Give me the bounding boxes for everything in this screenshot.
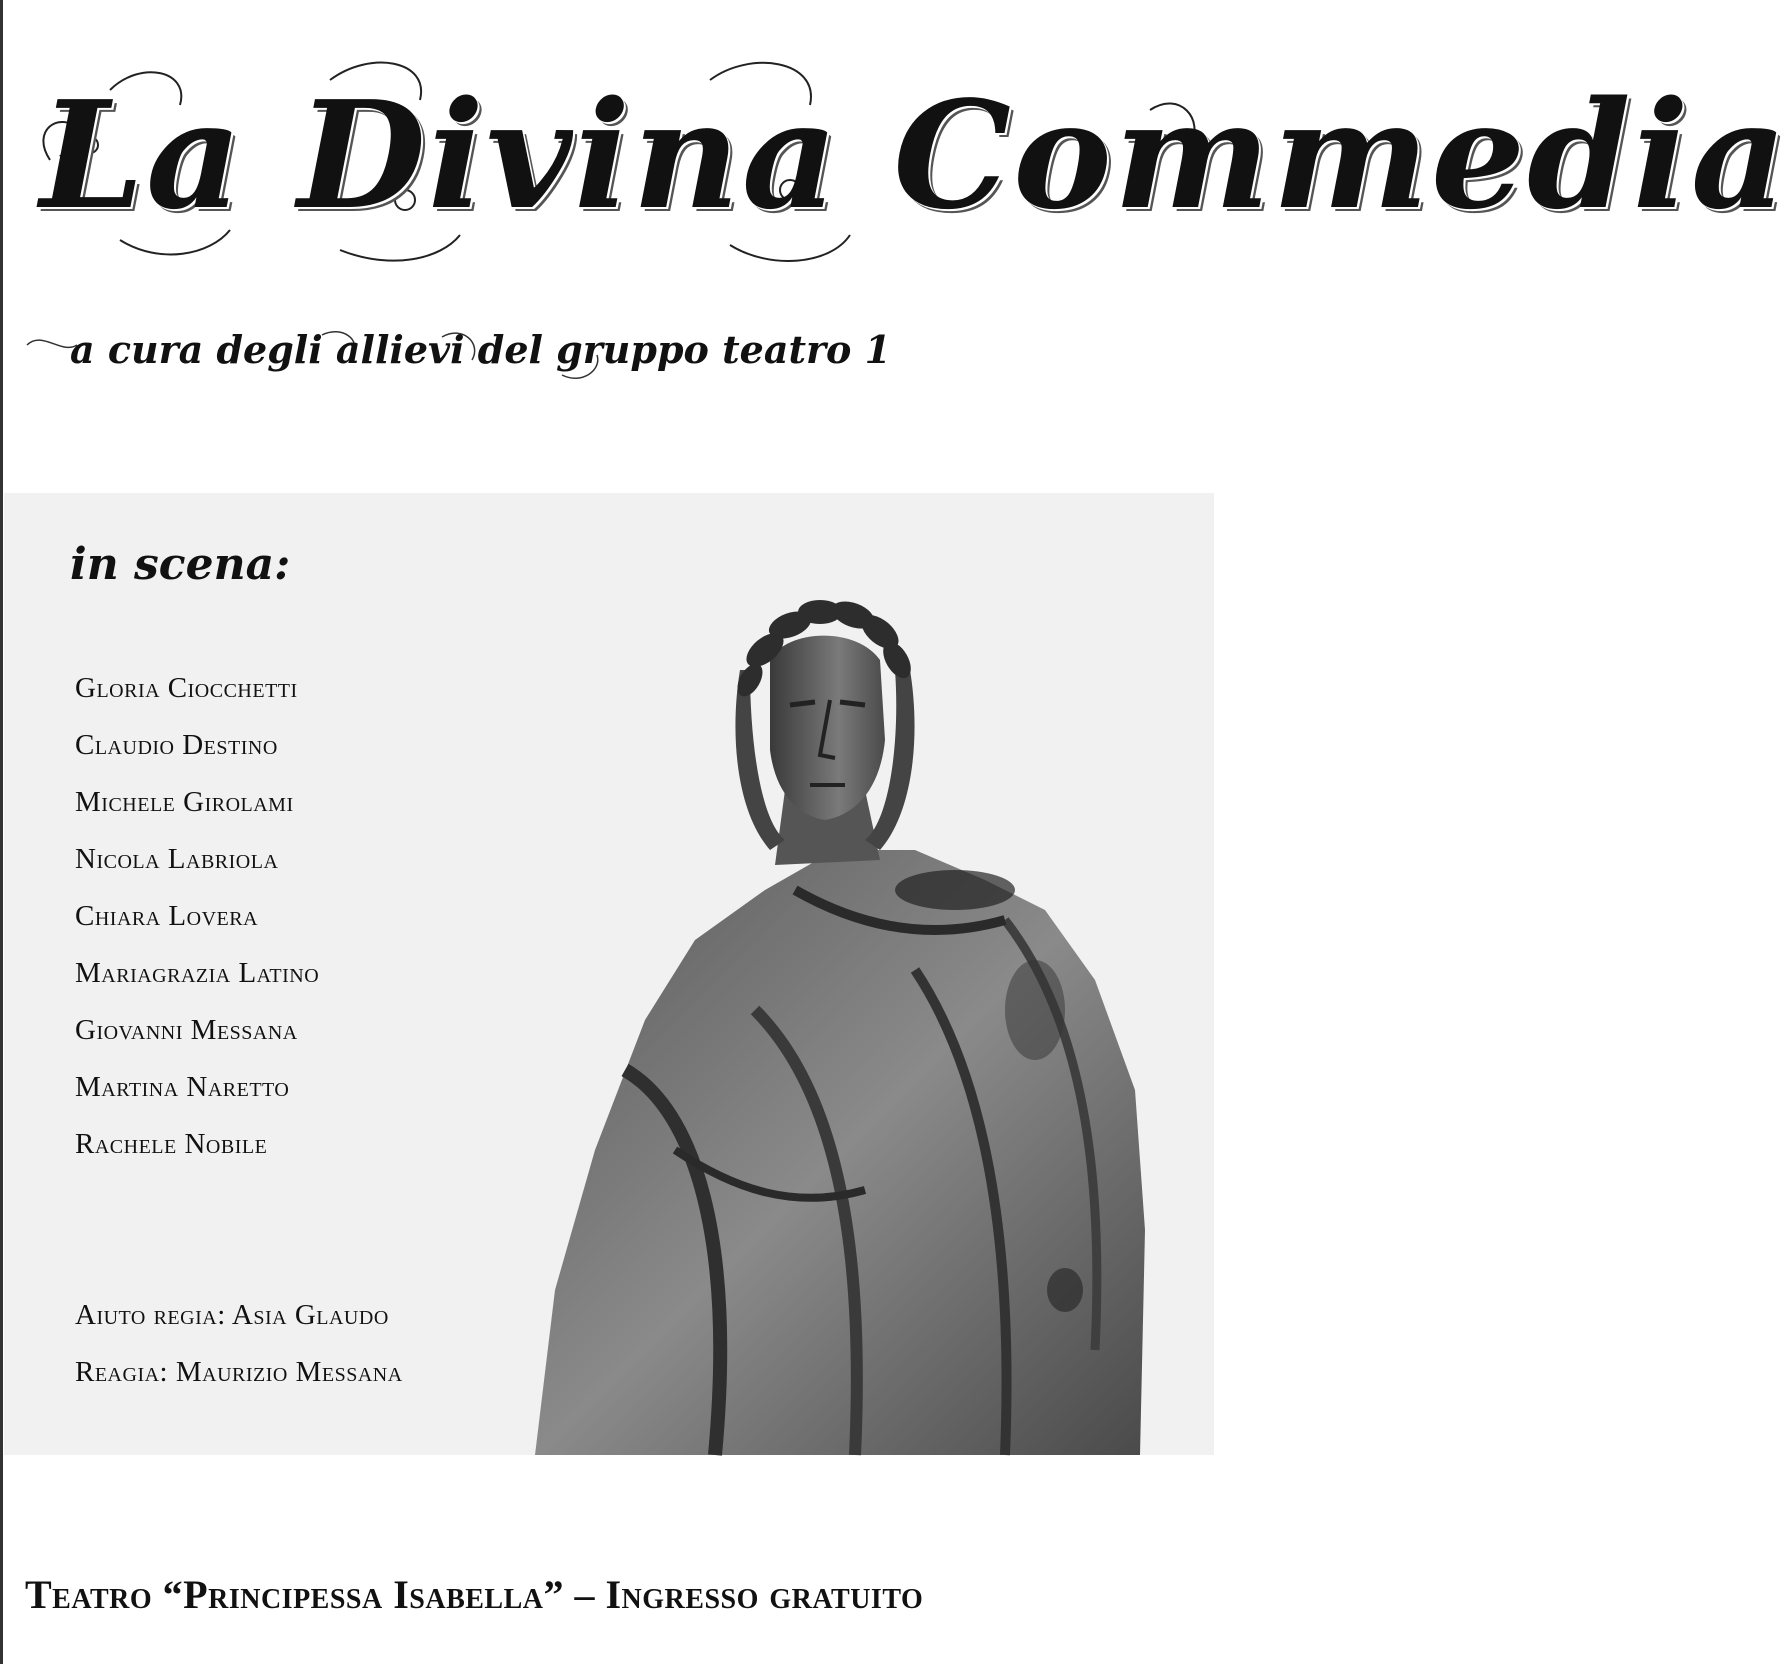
- cast-heading: in scena:: [70, 539, 291, 590]
- cast-member: Claudio Destino: [75, 729, 278, 761]
- cast-member: Mariagrazia Latino: [75, 957, 320, 989]
- cast-member: Chiara Lovera: [75, 900, 259, 932]
- poster-title: La Divina Commedia: [40, 68, 1789, 242]
- cast-member: Michele Girolami: [75, 786, 294, 818]
- footer-venue: Teatro “Principessa Isabella” – Ingresso gratuito: [25, 1572, 924, 1617]
- dante-statue-photo: [535, 590, 1175, 1455]
- cast-member: Nicola Labriola: [75, 843, 279, 875]
- poster-subtitle: a cura degli allievi del gruppo teatro 1: [70, 327, 892, 372]
- page-edge: [0, 0, 3, 1664]
- credit-director: Reagia: Maurizio Messana: [75, 1356, 403, 1388]
- cast-member: Rachele Nobile: [75, 1128, 268, 1160]
- cast-member: Martina Naretto: [75, 1071, 290, 1103]
- credit-assistant-director: Aiuto regia: Asia Glaudo: [75, 1299, 389, 1331]
- cast-list: [75, 668, 319, 1181]
- credits-list: [75, 1295, 403, 1409]
- cast-member: Giovanni Messana: [75, 1014, 298, 1046]
- cast-member: Gloria Ciocchetti: [75, 672, 298, 704]
